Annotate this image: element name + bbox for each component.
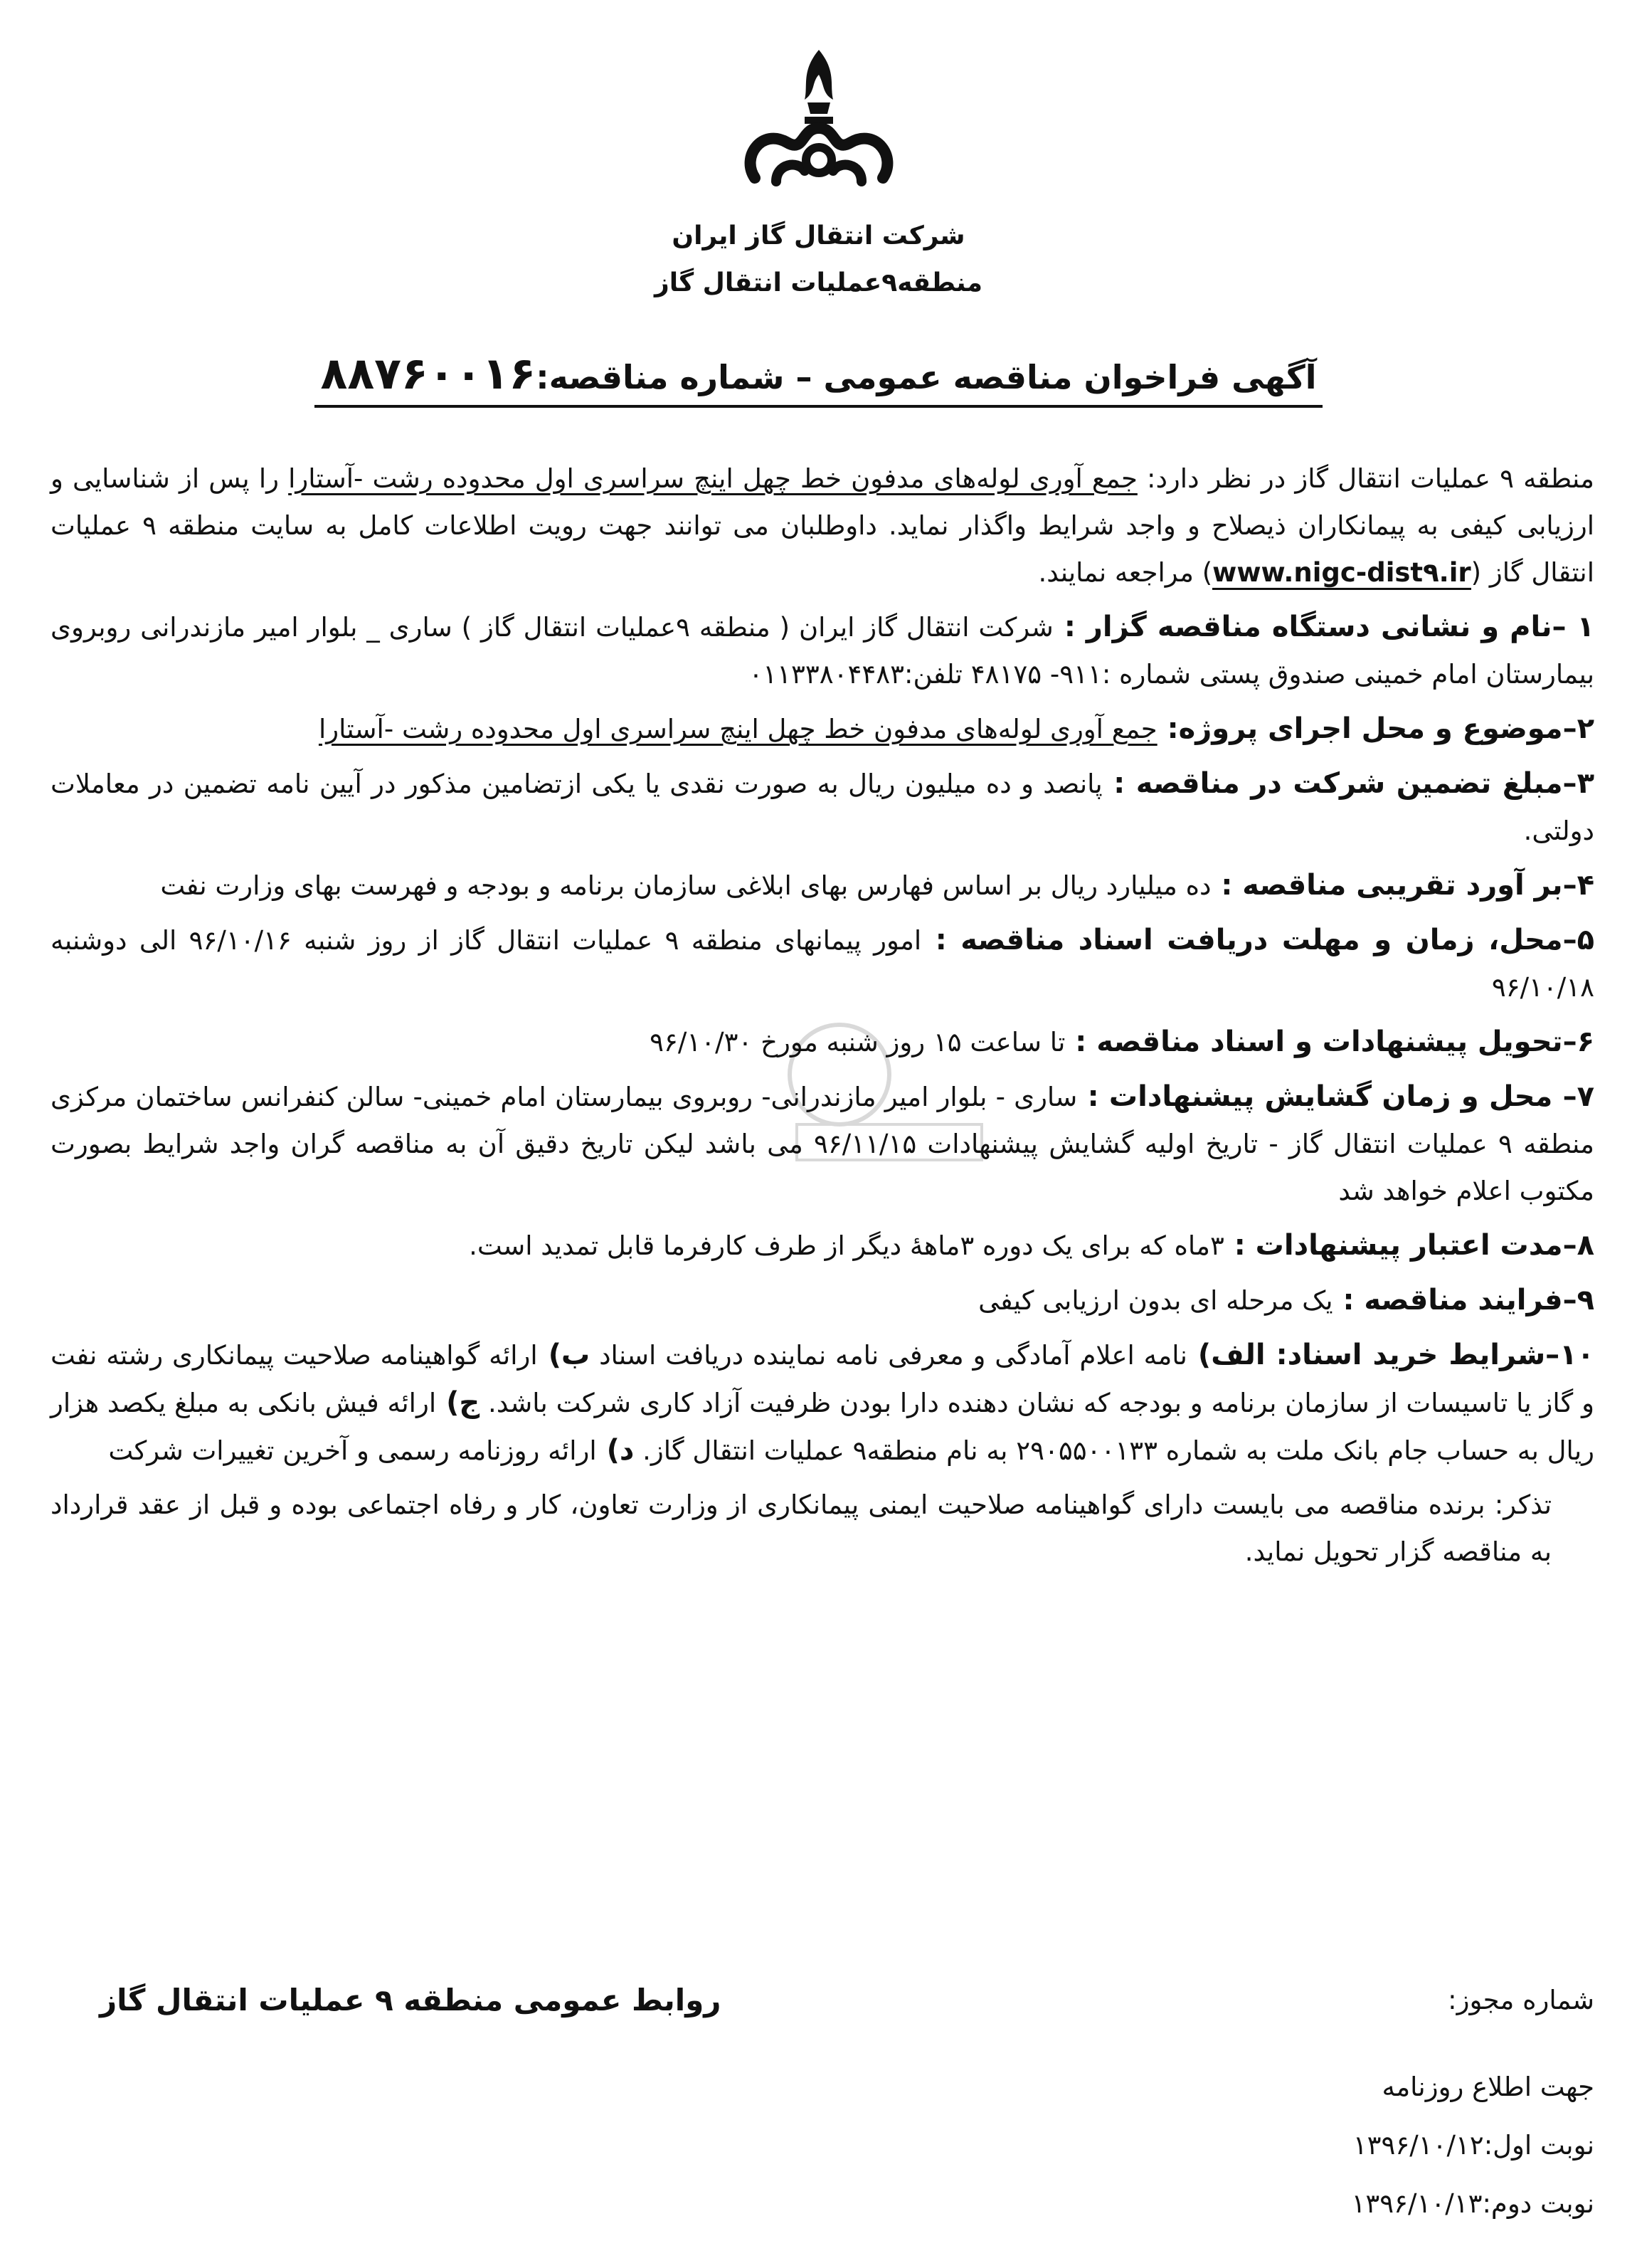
tender-number: ۸۸۷۶۰۰۱۶	[320, 347, 536, 399]
public-relations-signature: روابط عمومی منطقه ۹ عملیات انتقال گاز	[100, 1983, 721, 2018]
item-8-label: ۸–مدت اعتبار پیشنهادات :	[1224, 1229, 1594, 1262]
intro-lead: منطقه ۹ عملیات انتقال گاز در نظر دارد:	[1137, 463, 1594, 494]
letterhead	[0, 43, 1637, 299]
second-publication: نوبت دوم:۱۳۹۶/۱۰/۱۳	[1351, 2188, 1594, 2219]
item-10-c-text: ارائه فیش بانکی به مبلغ یکصد هزار ریال به حساب جام بانک ملت به شماره ۲۹۰۵۵۰۰۱۳۳ به نام منطقه۹ عملیات انتقال گاز.	[51, 1388, 1594, 1466]
item-7	[51, 1073, 1594, 1215]
item-5-label: ۵–محل، زمان و مهلت دریافت اسناد مناقصه :	[921, 924, 1594, 956]
newspaper-line: جهت اطلاع روزنامه	[1382, 2072, 1594, 2102]
item-10-a-label: الف)	[1187, 1339, 1266, 1371]
item-6-label: ۶–تحویل پیشنهادات و اسناد مناقصه :	[1065, 1025, 1594, 1058]
item-2	[51, 705, 1594, 753]
item-6	[51, 1018, 1594, 1066]
notice-body	[51, 455, 1594, 1583]
notice-title	[0, 349, 1637, 408]
intro-rest: را پس از شناسایی و ارزیابی کیفی به پیمانکاران ذیصلاح و واجد شرایط واگذار نماید. داوطلبان می توانند جهت رویت اطلاعات کامل به سایت منطقه ۹ عملیات انتقال گاز (	[51, 463, 1595, 588]
item-10-b-text: ارائه گواهینامه صلاحیت پیمانکاری رشته نفت و گاز یا تاسیسات از سازمان برنامه و بودجه که نشان دهنده دارا بودن ظرفیت آزاد کاری شرکت باشد.	[51, 1340, 1594, 1418]
item-3-text: پانصد و ده میلیون ریال به صورت نقدی یا یکی ازتضامین مذکور در آیین نامه تضمین در معاملات دولتی.	[51, 769, 1594, 846]
item-4-label: ۴–بر آورد تقریبی مناقصه :	[1211, 869, 1594, 902]
item-5	[51, 917, 1594, 1011]
item-10-a-text: نامه اعلام آمادگی و معرفی نامه نماینده دریافت اسناد	[590, 1340, 1187, 1371]
item-10-label: ۱۰–شرایط خرید اسناد:	[1265, 1339, 1595, 1371]
item-1-text: شرکت انتقال گاز ایران ( منطقه ۹عملیات انتقال گاز ) ساری _ بلوار امیر مازندرانی روبروی بیمارستان امام خمینی صندوق پستی شماره :۹۱۱- ۴۸۱۷۵ تلفن:۰۱۱۳۳۸۰۴۴۸۳	[51, 612, 1594, 690]
note-paragraph: تذکر: برنده مناقصه می بایست دارای گواهینامه صلاحیت ایمنی پیمانکاری از وزارت تعاون، کار و رفاه اجتماعی بوده و قبل از عقد قرارداد به مناقصه گزار تحویل نماید.	[51, 1489, 1552, 1567]
item-2-text: جمع آوری لوله‌های مدفون خط چهل اینچ سراسری اول محدوده رشت -آستارا	[318, 714, 1157, 744]
first-publication: نوبت اول:۱۳۹۶/۱۰/۱۲	[1352, 2130, 1594, 2161]
item-9	[51, 1277, 1594, 1324]
item-9-text: یک مرحله ای بدون ارزیابی کیفی	[978, 1285, 1333, 1316]
item-10-b-label: ب)	[537, 1339, 590, 1371]
item-3	[51, 760, 1594, 855]
item-10	[51, 1331, 1594, 1475]
item-3-label: ۳–مبلغ تضمین شرکت در مناقصه :	[1102, 767, 1594, 800]
intro-subject: جمع آوری لوله‌های مدفون خط چهل اینچ سراسری اول محدوده رشت -آستارا	[288, 463, 1138, 494]
item-10-d-label: د)	[596, 1434, 635, 1467]
item-10-d-text: ارائه روزنامه رسمی و آخرین تغییرات شرکت	[108, 1435, 597, 1466]
item-5-text: امور پیمانهای منطقه ۹ عملیات انتقال گاز از روز شنبه ۹۶/۱۰/۱۶ الی دوشنبه ۹۶/۱۰/۱۸	[51, 925, 1594, 1003]
website-link[interactable]: www.nigc-dist۹.ir	[1212, 557, 1471, 590]
title-underlined	[314, 349, 1322, 408]
company-name: شرکت انتقال گاز ایران	[672, 221, 965, 250]
item-7-text: ساری - بلوار امیر مازندرانی- روبروی بیمارستان امام خمینی- سالن کنفرانس ساختمان مرکزی منطقه ۹ عملیات انتقال گاز - تاریخ اولیه گشایش پیشنهادات ۹۶/۱۱/۱۵ می باشد لیکن تاریخ دقیق آن به مناقصه گران واجد شرایط بصورت مکتوب اعلام خواهد شد	[51, 1082, 1594, 1206]
item-9-label: ۹–فرایند مناقصه :	[1333, 1284, 1594, 1317]
item-6-text: تا ساعت ۱۵ روز شنبه مورخ ۹۶/۱۰/۳۰	[650, 1027, 1066, 1057]
item-8	[51, 1222, 1594, 1270]
intro-end: ) مراجعه نمایند.	[1038, 557, 1213, 588]
item-1-label: ۱ –نام و نشانی دستگاه مناقصه گزار :	[1053, 611, 1595, 643]
item-8-text: ۳ماه که برای یک دوره ۳ماههٔ دیگر از طرف کارفرما قابل تمدید است.	[469, 1230, 1224, 1261]
permit-number: شماره مجوز:	[1448, 1985, 1594, 2015]
item-4	[51, 862, 1594, 909]
item-10-c-label: ج)	[436, 1386, 480, 1419]
item-2-label: ۲–موضوع و محل اجرای پروژه:	[1157, 712, 1594, 745]
nigc-logo-icon	[733, 43, 904, 192]
title-text: آگهی فراخوان مناقصه عمومی – شماره مناقصه:	[536, 358, 1317, 396]
item-4-text: ده میلیارد ریال بر اساس فهارس بهای ابلاغی سازمان برنامه و بودجه و فهرست بهای وزارت نفت	[160, 870, 1212, 901]
intro-paragraph	[51, 455, 1594, 596]
region-name: منطقه۹عملیات انتقال گاز	[654, 268, 983, 297]
item-1	[51, 603, 1594, 698]
item-7-label: ۷– محل و زمان گشایش پیشنهادات :	[1077, 1080, 1595, 1113]
